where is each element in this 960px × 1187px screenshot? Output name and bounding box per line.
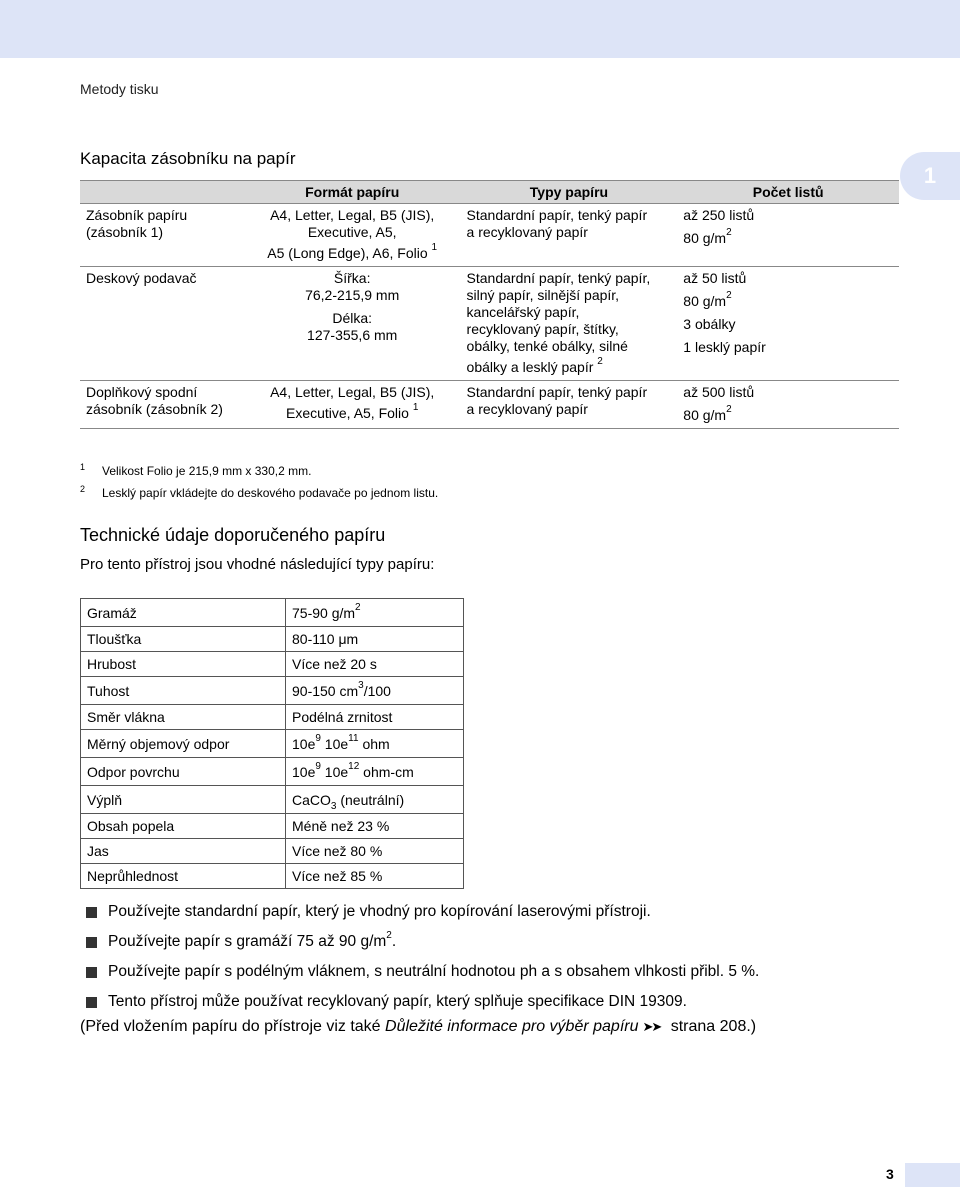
capacity-table — [80, 180, 899, 429]
table-row — [81, 677, 464, 705]
list-item: Používejte papír s podélným vláknem, s neutrální hodnotou ph a s obsahem vlhkosti přibl. 5 %. — [80, 961, 759, 991]
list-item: Tento přístroj může používat recyklovaný papír, který splňuje specifikace DIN 19309. — [80, 991, 759, 1021]
spec-title: Technické údaje doporučeného papíru — [80, 525, 386, 545]
table-row — [81, 599, 464, 627]
double-arrow-icon: ➤➤ — [642, 1019, 661, 1034]
spec-key: Tuhost — [81, 677, 286, 705]
footnote-ref: 1 — [431, 242, 438, 254]
table-row — [80, 381, 899, 429]
table-row — [81, 730, 464, 758]
spec-key: Gramáž — [81, 599, 286, 627]
spec-table — [80, 598, 464, 889]
spec-key: Odpor povrchu — [81, 758, 286, 786]
spec-key: Neprůhlednost — [81, 864, 286, 889]
table-row — [81, 758, 464, 786]
tray-name: Zásobník papíru (zásobník 1) — [80, 204, 244, 267]
square-bullet-icon — [86, 997, 97, 1008]
col-header-count: Počet listů — [677, 181, 899, 204]
table-row — [81, 839, 464, 864]
see-also-note: (Před vložením papíru do přístroje viz také Důležité informace pro výběr papíru ➤➤ strana 208.) — [80, 1018, 757, 1035]
col-header-types: Typy papíru — [461, 181, 678, 204]
spec-key: Měrný objemový odpor — [81, 730, 286, 758]
footnote-ref: 1 — [412, 402, 419, 414]
col-header-tray — [80, 181, 244, 204]
paper-types: Standardní papír, tenký papír a recyklovaný papír — [461, 204, 678, 267]
footer-band — [905, 1163, 960, 1187]
table-row — [81, 705, 464, 730]
spec-intro: Pro tento přístroj jsou vhodné následující typy papíru: — [80, 556, 435, 573]
table-row — [81, 786, 464, 814]
spec-key: Hrubost — [81, 652, 286, 677]
spec-key: Obsah popela — [81, 814, 286, 839]
sheet-count: až 250 listů 80 $g/m^2$ — [677, 204, 899, 267]
spec-value: Více než 85 % — [286, 864, 464, 889]
spec-value: 90-150 $cm^3/100$ — [286, 677, 464, 705]
square-bullet-icon — [86, 967, 97, 978]
table-row — [80, 204, 899, 267]
tray-name: Doplňkový spodní zásobník (zásobník 2) — [80, 381, 244, 429]
footnote-1: 1 Velikost Folio je 215,9 mm x 330,2 mm. — [80, 462, 312, 478]
paper-types: Standardní papír, tenký papír a recyklovaný papír — [461, 381, 678, 429]
section-title: Kapacita zásobníku na papír — [80, 149, 296, 168]
spec-value: Méně než 23 % — [286, 814, 464, 839]
list-item: Používejte standardní papír, který je vhodný pro kopírování laserovými přístroji. — [80, 901, 759, 931]
paper-format: A4, Letter, Legal, B5 (JIS), Executive, A5, Folio $^1$ — [244, 381, 461, 429]
spec-key: Výplň — [81, 786, 286, 814]
col-header-format: Formát papíru — [244, 181, 461, 204]
table-row — [81, 814, 464, 839]
spec-value: 80-110 μm — [286, 627, 464, 652]
running-title: Metody tisku — [80, 81, 159, 97]
chapter-number: 1 — [923, 163, 937, 188]
table-row — [80, 267, 899, 381]
spec-value: 75-90 $g/m^2$ — [286, 599, 464, 627]
footnote-2: 2 Lesklý papír vkládejte do deskového podavače po jednom listu. — [80, 484, 439, 500]
sheet-count: až 50 listů 80 $g/m^2$ 3 obálky 1 lesklý papír — [677, 267, 899, 381]
page-number: 3 — [886, 1166, 894, 1182]
table-row — [81, 627, 464, 652]
paper-types: Standardní papír, tenký papír, silný papír, silnější papír, kancelářský papír, recyklovaný papír, štítky, obálky, tenké obálky, silné obálky a lesklý papír $^2$ — [461, 267, 678, 381]
spec-value: CaCO$_3$ (neutrální) — [286, 786, 464, 814]
spec-value: Podélná zrnitost — [286, 705, 464, 730]
spec-key: Jas — [81, 839, 286, 864]
cross-reference-link[interactable]: Důležité informace pro výběr papíru — [385, 1018, 639, 1035]
spec-key: Tloušťka — [81, 627, 286, 652]
sheet-count: až 500 listů 80 $g/m^2$ — [677, 381, 899, 429]
spec-value: Více než 20 s — [286, 652, 464, 677]
square-bullet-icon — [86, 907, 97, 918]
paper-format: Šířka: 76,2-215,9 mm Délka: 127-355,6 mm — [244, 267, 461, 381]
table-row — [81, 652, 464, 677]
footnote-ref: 2 — [597, 356, 603, 368]
spec-value: $10e^9$ $10e^{11}$ ohm — [286, 730, 464, 758]
chapter-tab — [900, 152, 960, 200]
square-bullet-icon — [86, 937, 97, 948]
recommendation-list — [80, 901, 759, 1021]
spec-key: Směr vlákna — [81, 705, 286, 730]
header-band — [0, 0, 960, 58]
spec-value: Více než 80 % — [286, 839, 464, 864]
capacity-header-row — [80, 181, 899, 204]
paper-format: A4, Letter, Legal, B5 (JIS), Executive, A5, A5 (Long Edge), A6, Folio $^1$ — [244, 204, 461, 267]
list-item: Používejte papír s gramáží 75 až 90 $g/m^2$. — [80, 931, 759, 961]
tray-name: Deskový podavač — [80, 267, 244, 381]
spec-value: $10e^9$ $10e^{12}$ ohm-cm — [286, 758, 464, 786]
table-row — [81, 864, 464, 889]
